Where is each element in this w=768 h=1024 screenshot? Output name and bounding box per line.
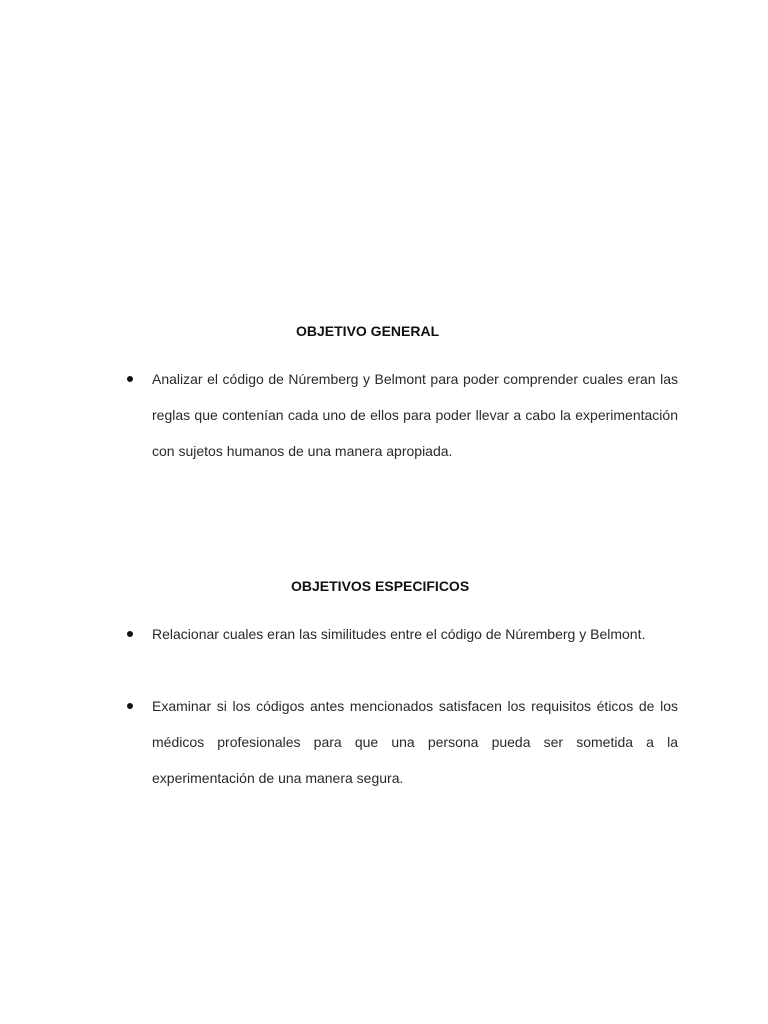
bullet-icon xyxy=(127,631,133,637)
heading-objetivo-general: OBJETIVO GENERAL xyxy=(296,323,440,339)
objetivo-especifico-1-text: Relacionar cuales eran las similitudes entre el código de Núremberg y Belmont. xyxy=(152,626,646,642)
heading-objetivos-especificos: OBJETIVOS ESPECIFICOS xyxy=(291,578,470,594)
bullet-icon xyxy=(127,376,133,382)
objetivo-general-text: Analizar el código de Núremberg y Belmont para poder comprender cuales eran las reglas que contenían cada uno de ellos para poder llevar a cabo la experimentación con sujetos humanos de una manera apropiada. xyxy=(152,371,678,459)
objetivo-especifico-2-text: Examinar si los códigos antes mencionados satisfacen los requisitos éticos de los médicos profesionales para que una persona pueda ser sometida a la experimentación de una manera segura. xyxy=(152,698,678,786)
bullet-icon xyxy=(127,703,133,709)
